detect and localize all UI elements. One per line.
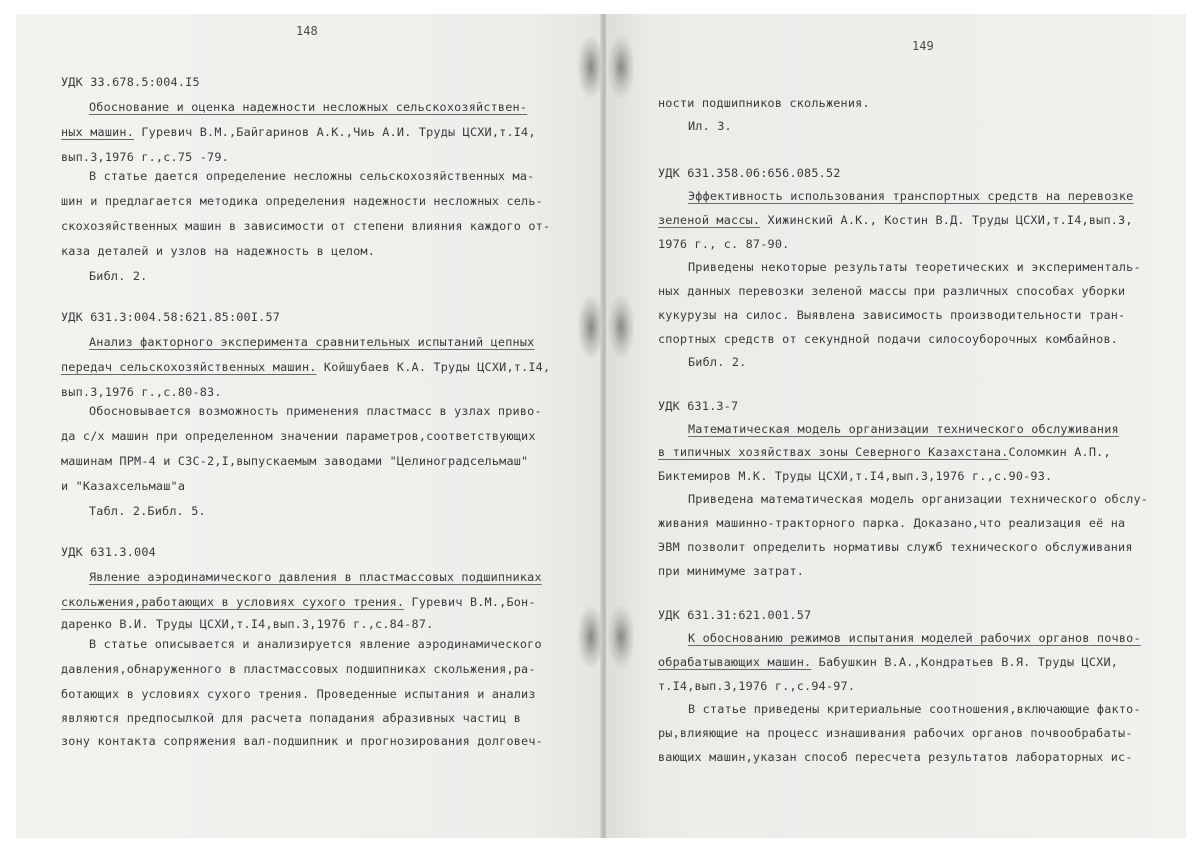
entry-title: Эффективность использования транспортных средств на перевозке <box>688 189 1134 203</box>
abstract-line: В статье приведены критериальные соотношения,включающие факто- <box>688 702 1141 716</box>
abstract-line: Приведены некоторые результаты теоретических и эксперименталь- <box>688 260 1141 274</box>
entry-title: Явление аэродинамического давления в пластмассовых подшипниках <box>89 570 542 584</box>
udk-code: УДК 631.358.06:656.085.52 <box>658 166 841 180</box>
abstract-line: В статье описывается и анализируется явление аэродинамического <box>89 637 542 651</box>
entry-authors: Соломкин А.П., <box>1008 445 1111 459</box>
binding-hole <box>608 606 634 668</box>
udk-code: УДК 631.3-7 <box>658 399 739 413</box>
abstract-line: давления,обнаруженного в пластмассовых подшипниках скольжения,ра- <box>61 662 536 676</box>
entry-title: передач сельскохозяйственных машин. <box>61 360 317 374</box>
abstract-line: живания машинно-тракторного парка. Доказано,что реализация её на <box>658 516 1126 530</box>
illustration-note: Ил. 3. <box>688 119 732 133</box>
page-number: 149 <box>912 39 934 53</box>
binding-hole <box>578 36 604 98</box>
entry-authors: Гуревич В.М.,Байгаринов А.К.,Чиь А.И. Труды ЦСХИ,т.I4, <box>134 125 536 139</box>
entry-title-authors <box>61 595 536 609</box>
entry-source: даренко В.И. Труды ЦСХИ,т.I4,вып.3,1976 г.,с.84-87. <box>61 617 434 631</box>
entry-title: Математическая модель организации технического обслуживания <box>688 422 1119 436</box>
abstract-line: спортных средств от секундной подачи силосоуборочных комбайнов. <box>658 332 1119 346</box>
entry-source: т.I4,вып.3,1976 г.,с.94-97. <box>658 679 856 693</box>
udk-code: УДК 631.31:621.001.57 <box>658 608 812 622</box>
entry-title: зеленой массы. <box>658 213 761 227</box>
abstract-line: при минимуме затрат. <box>658 564 805 578</box>
entry-source: 1976 г., с. 87-90. <box>658 237 790 251</box>
abstract-line: ботающих в условиях сухого трения. Проведенные испытания и анализ <box>61 687 536 701</box>
udk-code: УДК 631.3.004 <box>61 545 156 559</box>
bibliography-note: Библ. 2. <box>688 355 747 369</box>
left-page <box>16 14 602 838</box>
entry-title-authors <box>658 445 1111 459</box>
entry-source: вып.3,1976 г.,с.75 -79. <box>61 150 229 164</box>
udk-code: УДК 631.3:004.58:621.85:00I.57 <box>61 310 281 324</box>
entry-title: в типичных хозяйствах зоны Северного Казахстана. <box>658 445 1009 459</box>
abstract-line: вающих машин,указан способ пересчета результатов лабораторных ис- <box>658 750 1133 764</box>
binding-hole <box>608 296 634 358</box>
abstract-line: да с/х машин при определенном значении параметров,соответствующих <box>61 429 536 443</box>
abstract-line: зону контакта сопряжения вал-подшипник и прогнозирования долговеч- <box>61 734 543 748</box>
entry-authors: Гуревич В.М.,Бон- <box>404 595 536 609</box>
udk-code: УДК 33.678.5:004.I5 <box>61 75 200 89</box>
entry-title-authors <box>658 655 1118 669</box>
binding-hole <box>608 36 634 98</box>
entry-title-authors <box>61 125 536 139</box>
entry-title: скольжения,работающих в условиях сухого трения. <box>61 595 405 609</box>
continuation-line: ности подшипников скольжения. <box>658 96 870 110</box>
entry-title: обрабатывающих машин. <box>658 655 812 669</box>
abstract-line: Приведена математическая модель организации технического обслу- <box>688 492 1149 506</box>
binding-hole <box>578 296 604 358</box>
entry-source: Биктемиров М.К. Труды ЦСХИ,т.I4,вып.3,1976 г.,с.90-93. <box>658 469 1053 483</box>
abstract-line: ных данных перевозки зеленой массы при различных способах уборки <box>658 284 1126 298</box>
entry-source: вып.3,1976 г.,с.80-83. <box>61 385 222 399</box>
entry-authors: Бабушкин В.А.,Кондратьев В.Я. Труды ЦСХИ, <box>811 655 1119 669</box>
abstract-line: ры,влияющие на процесс изнашивания рабочих органов почвообрабаты- <box>658 726 1133 740</box>
abstract-line: машинам ПРМ-4 и СЗС-2,I,выпускаемым заводами "Целиноградсельмаш" <box>61 454 529 468</box>
abstract-line: и "Казахсельмаш"а <box>61 479 186 493</box>
abstract-line: В статье дается определение несложны сельскохозяйственных ма- <box>89 169 535 183</box>
entry-title: К обоснованию режимов испытания моделей рабочих органов почво- <box>688 631 1141 645</box>
abstract-line: являются предпосылкой для расчета попадания абразивных частиц в <box>61 711 522 725</box>
abstract-line: кукурузы на силос. Выявлена зависимость производительности тран- <box>658 308 1126 322</box>
entry-title-authors <box>658 213 1133 227</box>
abstract-line: Обосновывается возможность применения пластмасс в узлах приво- <box>89 404 542 418</box>
bibliography-note: Библ. 2. <box>89 269 148 283</box>
entry-title: Анализ факторного эксперимента сравнительных испытаний цепных <box>89 335 535 349</box>
bibliography-note: Табл. 2.Библ. 5. <box>89 504 206 518</box>
entry-authors: Койшубаев К.А. Труды ЦСХИ,т.I4, <box>316 360 551 374</box>
entry-title-authors <box>61 360 550 374</box>
entry-authors: Хижинский А.К., Костин В.Д. Труды ЦСХИ,т.I4,вып.3, <box>760 213 1133 227</box>
abstract-line: скохозяйственных машин в зависимости от степени влияния каждого от- <box>61 219 551 233</box>
entry-title: Обоснование и оценка надежности несложных сельскохозяйствен- <box>89 100 528 114</box>
abstract-line: ЭВМ позволит определить нормативы служб технического обслуживания <box>658 540 1133 554</box>
abstract-line: шин и предлагается методика определения надежности несложных сель- <box>61 194 543 208</box>
abstract-line: каза деталей и узлов на надежность в целом. <box>61 244 375 258</box>
page-number: 148 <box>296 24 318 38</box>
entry-title: ных машин. <box>61 125 135 139</box>
binding-hole <box>578 606 604 668</box>
book-spread <box>16 14 1186 838</box>
right-page <box>606 14 1186 838</box>
